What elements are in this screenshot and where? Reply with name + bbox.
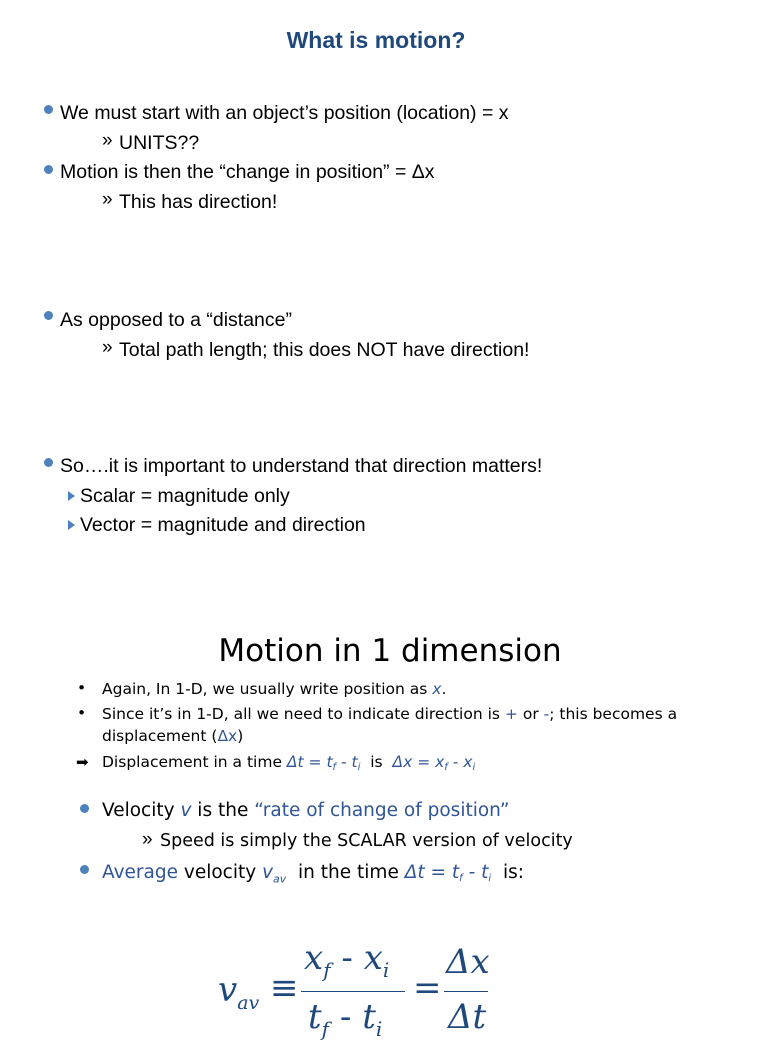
bullet-average-velocity: Average velocity $v_{av}$ in the time $\Delta t = t_f - t_i$ is: xyxy=(102,862,524,886)
sub-bullet-speed: Speed is simply the SCALAR version of velocity xyxy=(160,831,573,851)
sub-marker: » xyxy=(102,337,113,358)
eq-equals: = xyxy=(413,968,442,1008)
bullet-dot xyxy=(80,804,89,813)
bullet-velocity: Velocity v is the “rate of change of position” xyxy=(102,800,510,821)
sub-bullet-units: UNITS?? xyxy=(119,132,200,154)
bullet-dot-small: • xyxy=(77,679,87,697)
slide2-title: Motion in 1 dimension xyxy=(218,633,562,669)
bullet-dot xyxy=(80,865,89,874)
sub-bullet-vector: Vector = magnitude and direction xyxy=(80,514,366,536)
arrow-bullet-icon xyxy=(68,491,75,501)
sub-marker: » xyxy=(102,130,113,151)
bullet-position: We must start with an object’s position (location) = x xyxy=(60,102,509,124)
bullet-dot xyxy=(44,105,53,114)
eq-equiv: ≡ xyxy=(270,968,299,1008)
bullet-dot xyxy=(44,311,53,320)
bullet-displacement-line2: displacement (Δx) xyxy=(102,727,244,745)
slide1-title: What is motion? xyxy=(286,27,466,53)
bullet-1d-position: Again, In 1-D, we usually write position as x. xyxy=(102,680,447,698)
bullet-dot xyxy=(44,165,53,174)
bullet-direction-sign: Since it’s in 1-D, all we need to indicate direction is + or -; this becomes a xyxy=(102,705,678,723)
fraction-bar xyxy=(444,991,488,992)
eq-v: $v_{av}$ xyxy=(218,970,260,1014)
eq-numerator: $x_f - x_i$ xyxy=(304,938,390,982)
bullet-motion: Motion is then the “change in position” = Δx xyxy=(60,161,435,183)
eq-delta-t: Δt xyxy=(448,997,487,1037)
sub-marker: » xyxy=(102,189,113,210)
sub-bullet-path-length: Total path length; this does NOT have direction! xyxy=(119,339,530,361)
arrow-right-icon: ➡ xyxy=(76,753,89,771)
arrow-bullet-icon xyxy=(68,520,75,530)
sub-bullet-scalar: Scalar = magnitude only xyxy=(80,485,290,507)
bullet-dot-small: • xyxy=(77,704,87,722)
fraction-bar xyxy=(301,991,405,992)
bullet-direction-matters: So….it is important to understand that direction matters! xyxy=(60,455,543,477)
eq-denominator: $t_f - t_i$ xyxy=(308,997,383,1041)
sub-bullet-direction: This has direction! xyxy=(119,191,278,213)
eq-delta-x: Δx xyxy=(446,942,490,982)
bullet-displacement-time: Displacement in a time $\Delta t = t_f - t_i$ is $\Delta x = x_f - x_i$ xyxy=(102,753,476,773)
bullet-distance: As opposed to a “distance” xyxy=(60,309,292,331)
bullet-dot xyxy=(44,458,53,467)
sub-marker: » xyxy=(142,829,153,850)
